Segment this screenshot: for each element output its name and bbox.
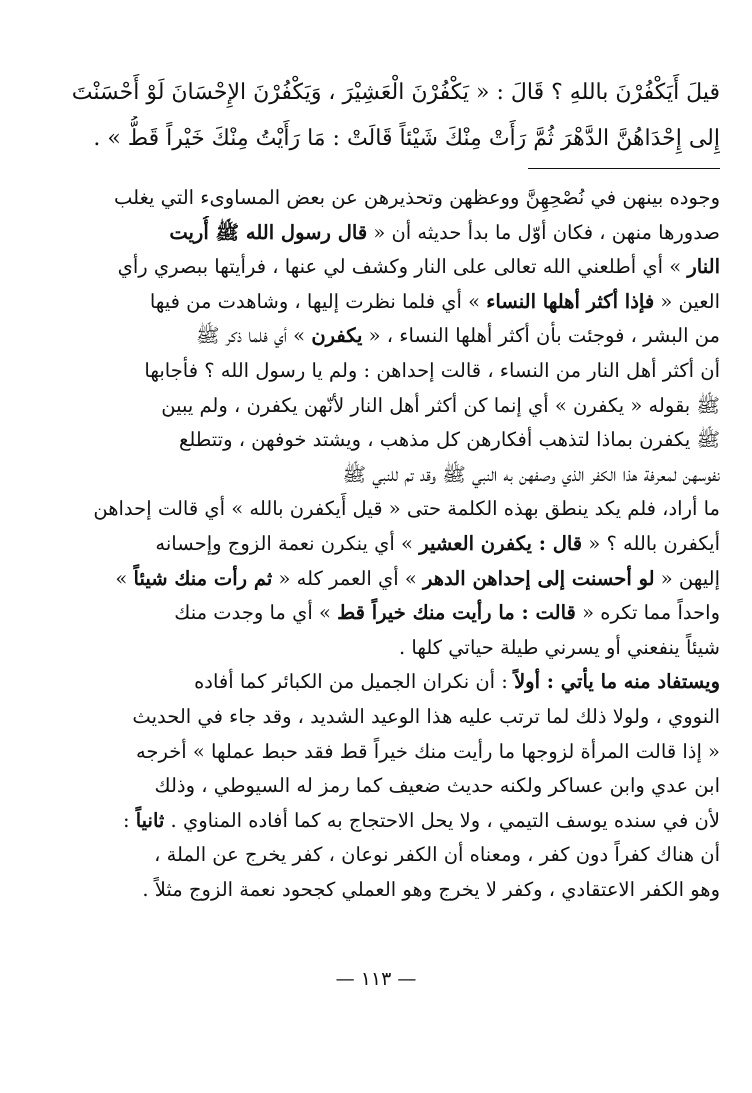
text-line	[58, 527, 720, 562]
text-run: » أي العمر كله «	[272, 566, 424, 590]
bold-text-run: قالت : ما رأيت منك خيراً قط	[337, 601, 576, 625]
bold-text-run: ويستفاد منه ما يأتي : أولاً	[514, 670, 720, 694]
text-run: إليهن «	[654, 566, 720, 590]
text-line	[58, 492, 720, 527]
text-line	[58, 631, 720, 666]
text-line	[58, 354, 720, 389]
text-run: شيئاً ينفعني أو يسرني طيلة حياتي كلها .	[399, 635, 720, 659]
bold-text-run: يكفرن	[311, 324, 363, 348]
text-line	[58, 285, 720, 320]
text-line	[58, 458, 720, 493]
text-run: ابن عدي وابن عساكر ولكنه حديث ضعيف كما رمز له السيوطي ، وذلك	[154, 774, 720, 798]
text-run: من البشر ، فوجئت بأن أكثر أهلها النساء ، «	[362, 324, 720, 348]
text-run: » أي ما وجدت منك	[174, 601, 338, 625]
text-line	[58, 769, 720, 804]
bold-text-run: فإذا أكثر أهلها النساء	[486, 289, 655, 313]
text-line	[58, 216, 720, 251]
text-line	[58, 873, 720, 908]
text-run: ﷺ بقوله « يكفرن » أي إنما كن أكثر أهل النار لأنّهن يكفرن ، ولم يبين	[161, 393, 720, 417]
commentary	[58, 181, 720, 907]
text-line	[58, 838, 720, 873]
text-run: أن هناك كفراً دون كفر ، ومعناه أن الكفر نوعان ، كفر يخرج عن الملة ،	[154, 843, 720, 867]
text-line	[58, 665, 720, 700]
bold-text-run: النار	[687, 255, 720, 279]
commentary-paragraph-1	[58, 181, 720, 665]
text-line	[58, 596, 720, 631]
text-run: » أي أطلعني الله تعالى على النار وكشف لي عنها ، فرأيتها ببصري رأي	[117, 255, 688, 279]
text-run: لأن في سنده يوسف التيمي ، ولا يحل الاحتجاج به كما أفاده المناوي .	[164, 808, 720, 832]
separator-rule	[528, 168, 720, 169]
bold-text-run: ثم رأت منك شيئاً	[133, 566, 273, 590]
text-line	[58, 181, 720, 216]
text-run: « إذا قالت المرأة لزوجها ما رأيت منك خيراً قط فقد حبط عملها » أخرجه	[135, 739, 720, 763]
text-line	[58, 423, 720, 458]
text-line	[58, 319, 720, 354]
text-run: نفوسهن لمعرفة هذا الكفر الذي وصفهن به النبي ﷺ وقد تم للنبي ﷺ	[342, 462, 720, 486]
text-run: النووي ، ولولا ذلك لما ترتب عليه هذا الوعيد الشديد ، وقد جاء في الحديث	[132, 704, 720, 728]
hadith-text	[58, 70, 720, 162]
text-run: : أن نكران الجميل من الكبائر كما أفاده	[194, 670, 515, 694]
text-line	[58, 804, 720, 839]
text-run: » أي فلما نظرت إليها ، وشاهدت من فيها	[149, 289, 487, 313]
text-run: ﷺ يكفرن بماذا لتذهب أفكارهن كل مذهب ، ويشتد خوفهن ، وتتطلع	[178, 428, 720, 452]
hadith-line: إِلى إِحْدَاهُنَّ الدَّهْرَ ثُمَّ رَأَتْ مِنْكَ شَيْئاً قَالَتْ : مَا رَأَيْتُ مِنْكَ خَيْراً قَطُّ » .	[93, 126, 720, 151]
text-line	[58, 389, 720, 424]
text-run: وهو الكفر الاعتقادي ، وكفر لا يخرج وهو العملي كجحود نعمة الزوج مثلاً .	[142, 877, 720, 901]
hadith-line: قيلَ أَيَكْفُرْنَ باللهِ ؟ قَالَ : « يَكْفُرْنَ الْعَشِيْرَ ، وَيَكْفُرْنَ الإِحْسَانَ لَوْ أَحْسَنْتَ	[71, 80, 720, 105]
bold-text-run: ثانياً	[135, 808, 165, 832]
book-page	[58, 70, 720, 907]
bold-text-run: قال : يكفرن العشير	[419, 531, 583, 555]
bold-text-run: قال رسول الله ﷺ أُريت	[169, 220, 368, 244]
text-run: » أي ينكرن نعمة الزوج وإحسانه	[155, 531, 420, 555]
text-run: وجوده بينهن في نُصْحِهِنَّ ووعظهن وتحذيرهن عن بعض المساوىء التي يغلب	[113, 186, 720, 209]
text-run: ما أراد، فلم يكد ينطق بهذه الكلمة حتى « قيل أَيكفرن بالله » أي قالت إحداهن	[93, 497, 720, 521]
text-line	[58, 735, 720, 770]
bold-text-run: لو أحسنت إلى إحداهن الدهر	[423, 566, 655, 590]
text-run: واحداً مما تكره «	[575, 601, 720, 625]
text-run: أن أكثر أهل النار من النساء ، قالت إحداهن : ولم يا رسول الله ؟ فأجابها	[144, 358, 720, 382]
commentary-paragraph-2	[58, 665, 720, 907]
text-run: أيكفرن بالله ؟ «	[582, 531, 720, 555]
text-run: »	[115, 566, 134, 590]
page-number: — ١١٣ —	[335, 968, 417, 990]
text-run: العين «	[654, 289, 720, 313]
text-run: » أي فلما ذكر ﷺ	[195, 324, 312, 348]
text-run: :	[122, 808, 136, 832]
text-line	[58, 250, 720, 285]
text-line	[58, 562, 720, 597]
text-line	[58, 700, 720, 735]
text-run: صدورها منهن ، فكان أوّل ما بدأ حديثه أن «	[367, 220, 720, 244]
